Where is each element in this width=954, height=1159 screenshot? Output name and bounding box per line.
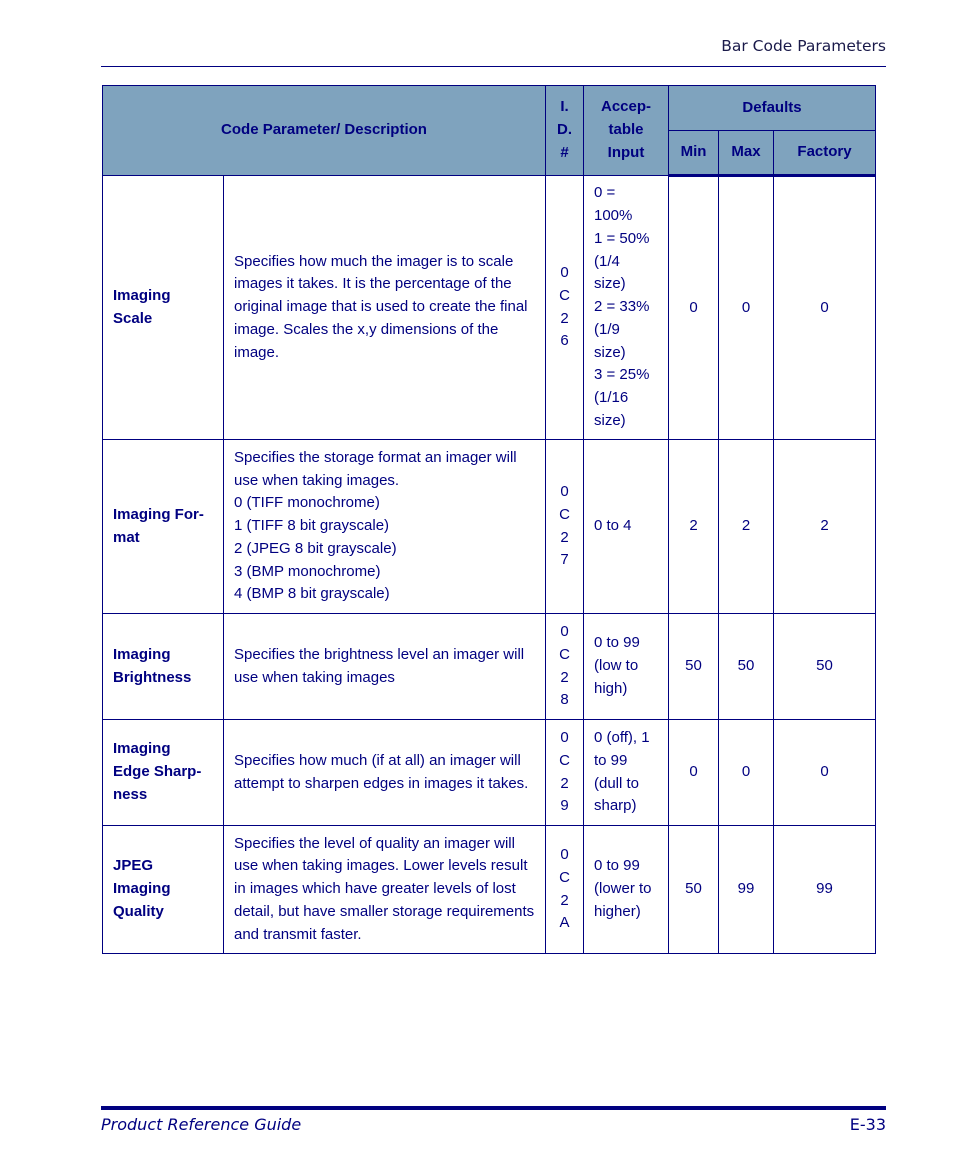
param-description: Specifies the brightness level an imager will use when taking images [224, 614, 546, 720]
param-acceptable-input: 0 = 100% 1 = 50% (1/4 size) 2 = 33% (1/9 size) 3 = 25% (1/16 size) [584, 176, 669, 440]
param-factory: 2 [774, 440, 876, 614]
header-divider [101, 66, 886, 67]
param-name: Imaging Brightness [103, 614, 224, 720]
param-min: 50 [669, 614, 719, 720]
param-name: Imaging Scale [103, 176, 224, 440]
param-min: 2 [669, 440, 719, 614]
param-name: Imaging Edge Sharp- ness [103, 720, 224, 826]
header-id: I. D. # [546, 86, 584, 176]
table-row [103, 176, 876, 440]
header-max: Max [719, 131, 774, 176]
param-acceptable-input: 0 to 99 (low to high) [584, 614, 669, 720]
param-acceptable-input: 0 to 4 [584, 440, 669, 614]
param-max: 0 [719, 720, 774, 826]
header-code-parameter: Code Parameter/ Description [103, 86, 546, 176]
table-row [103, 720, 876, 826]
param-id: 0 C 2 6 [546, 176, 584, 440]
param-factory: 0 [774, 720, 876, 826]
header-defaults: Defaults [669, 86, 876, 131]
table-row [103, 614, 876, 720]
param-max: 0 [719, 176, 774, 440]
param-id: 0 C 2 7 [546, 440, 584, 614]
footer-guide-title: Product Reference Guide [101, 1115, 302, 1134]
param-max: 99 [719, 826, 774, 954]
param-factory: 50 [774, 614, 876, 720]
param-min: 0 [669, 176, 719, 440]
header-acceptable-input: Accep- table Input [584, 86, 669, 176]
param-id: 0 C 2 A [546, 826, 584, 954]
param-name: Imaging For- mat [103, 440, 224, 614]
bar-code-parameters-table [102, 85, 876, 954]
param-max: 2 [719, 440, 774, 614]
param-min: 50 [669, 826, 719, 954]
param-acceptable-input: 0 to 99 (lower to higher) [584, 826, 669, 954]
param-description: Specifies how much the imager is to scale images it takes. It is the percentage of the original image that is used to create the final image. Scales the x,y dimensions of the image. [224, 176, 546, 440]
param-factory: 99 [774, 826, 876, 954]
page-header-title: Bar Code Parameters [721, 37, 886, 55]
param-id: 0 C 2 8 [546, 614, 584, 720]
param-description: Specifies how much (if at all) an imager will attempt to sharpen edges in images it takes. [224, 720, 546, 826]
footer-divider [101, 1106, 886, 1110]
param-id: 0 C 2 9 [546, 720, 584, 826]
param-max: 50 [719, 614, 774, 720]
param-factory: 0 [774, 176, 876, 440]
param-min: 0 [669, 720, 719, 826]
table-row [103, 826, 876, 954]
param-name: JPEG Imaging Quality [103, 826, 224, 954]
param-description: Specifies the storage format an imager will use when taking images. 0 (TIFF monochrome) 1 (TIFF 8 bit grayscale) 2 (JPEG 8 bit grayscale) 3 (BMP monochrome) 4 (BMP 8 bit grayscale) [224, 440, 546, 614]
header-min: Min [669, 131, 719, 176]
page-number: E-33 [849, 1115, 886, 1134]
param-description: Specifies the level of quality an imager will use when taking images. Lower levels result in images which have greater levels of lost detail, but have smaller storage requirements and transmit faster. [224, 826, 546, 954]
header-factory: Factory [774, 131, 876, 176]
table-row [103, 440, 876, 614]
param-acceptable-input: 0 (off), 1 to 99 (dull to sharp) [584, 720, 669, 826]
